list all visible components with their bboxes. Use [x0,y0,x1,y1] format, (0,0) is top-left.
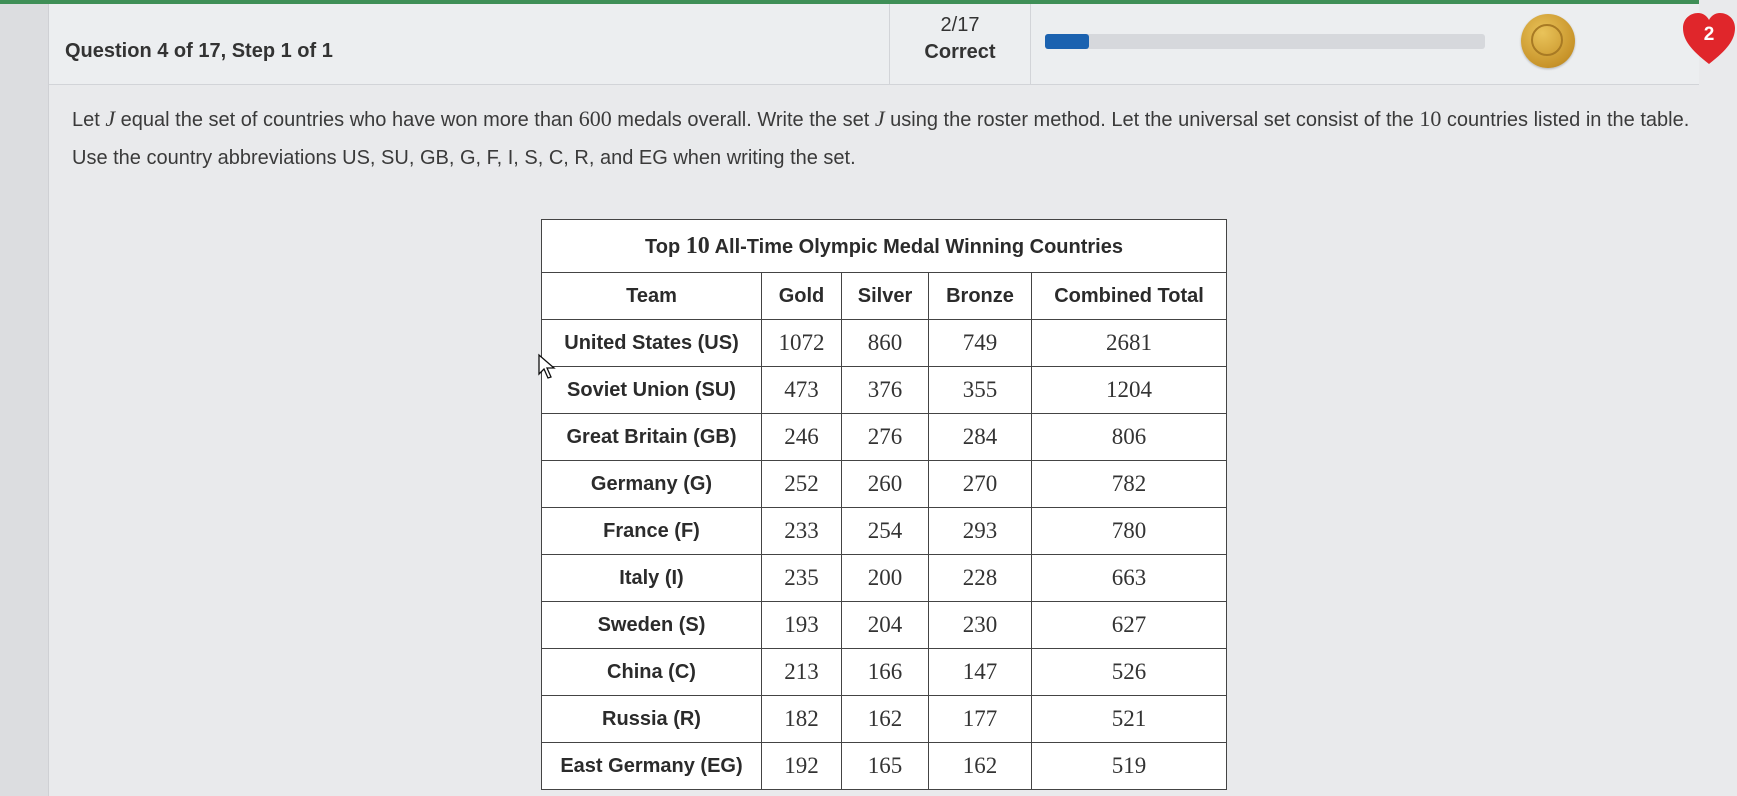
coin-emblem [1531,24,1563,56]
prompt-text-3: medals overall. Write the set [611,109,875,131]
table-row [542,743,1227,790]
cell-bronze: 284 [929,414,1032,461]
cell-total: 663 [1032,555,1227,602]
cell-total: 2681 [1032,320,1227,367]
cell-bronze: 147 [929,649,1032,696]
cell-total: 519 [1032,743,1227,790]
cell-silver: 860 [842,320,929,367]
table-row [542,414,1227,461]
prompt-text-1: Let [72,109,106,131]
cell-bronze: 228 [929,555,1032,602]
cell-team: Italy (I) [542,555,762,602]
mouse-pointer-icon [538,354,556,380]
cell-gold: 182 [762,696,842,743]
cell-silver: 276 [842,414,929,461]
header-bronze: Bronze [929,273,1032,320]
medal-table [541,219,1227,790]
cell-team: Germany (G) [542,461,762,508]
cell-gold: 213 [762,649,842,696]
table-title-pre: Top [645,235,686,258]
cell-total: 627 [1032,602,1227,649]
cell-silver: 166 [842,649,929,696]
header-combined-total: Combined Total [1032,273,1227,320]
mouse-pointer-shape [538,354,556,380]
progress-bar [1045,34,1485,49]
table-row [542,696,1227,743]
header-silver: Silver [842,273,929,320]
table-row [542,555,1227,602]
cell-team: Great Britain (GB) [542,414,762,461]
cell-bronze: 177 [929,696,1032,743]
cell-bronze: 270 [929,461,1032,508]
score-status: Correct [924,41,996,63]
cell-total: 780 [1032,508,1227,555]
prompt-text-4: using the roster method. Let the universal set consist of the [884,109,1420,131]
table-row [542,461,1227,508]
cell-team: Soviet Union (SU) [542,367,762,414]
cell-gold: 473 [762,367,842,414]
score-fraction: 2/17 [940,14,980,36]
cell-silver: 376 [842,367,929,414]
prompt-text-5: countries listed in the table. Use the country abbreviations US, SU, GB, G, F, I, S, C, R, and EG when writing the set. [72,109,1690,169]
cell-bronze: 749 [929,320,1032,367]
cell-team: United States (US) [542,320,762,367]
cell-bronze: 293 [929,508,1032,555]
table-title [542,220,1227,273]
cell-total: 526 [1032,649,1227,696]
cell-silver: 200 [842,555,929,602]
cell-silver: 260 [842,461,929,508]
cell-bronze: 162 [929,743,1032,790]
cell-total: 806 [1032,414,1227,461]
left-panel-edge [0,4,49,796]
cell-total: 782 [1032,461,1227,508]
cell-team: Sweden (S) [542,602,762,649]
header-gold: Gold [762,273,842,320]
cell-silver: 162 [842,696,929,743]
heart-icon[interactable] [1681,10,1737,68]
cell-team: China (C) [542,649,762,696]
cell-team: France (F) [542,508,762,555]
cell-bronze: 355 [929,367,1032,414]
table-title-number: 10 [685,232,710,259]
score-box [889,4,1031,84]
table-row [542,320,1227,367]
table-title-post: All-Time Olympic Medal Winning Countries [709,235,1123,258]
question-header [49,4,1715,85]
cell-total: 521 [1032,696,1227,743]
question-label: Question 4 of 17, Step 1 of 1 [65,40,333,62]
lives-count: 2 [1703,24,1715,45]
cell-gold: 1072 [762,320,842,367]
table-body [542,320,1227,790]
cell-bronze: 230 [929,602,1032,649]
prompt-text-2: equal the set of countries who have won more than [115,109,579,131]
table-row [542,649,1227,696]
cell-silver: 204 [842,602,929,649]
header-team: Team [542,273,762,320]
country-count: 10 [1419,106,1442,131]
cell-silver: 254 [842,508,929,555]
cell-gold: 235 [762,555,842,602]
cell-total: 1204 [1032,367,1227,414]
question-prompt [72,100,1692,177]
cell-gold: 246 [762,414,842,461]
medal-threshold: 600 [578,106,612,131]
cell-gold: 233 [762,508,842,555]
cell-team: Russia (R) [542,696,762,743]
set-variable: J [874,106,885,131]
progress-fill [1045,34,1089,49]
coin-icon[interactable] [1521,14,1575,68]
table-row [542,508,1227,555]
table-row [542,367,1227,414]
cell-team: East Germany (EG) [542,743,762,790]
table-row [542,602,1227,649]
table-header-row [542,273,1227,320]
cell-gold: 193 [762,602,842,649]
cell-gold: 192 [762,743,842,790]
cell-silver: 165 [842,743,929,790]
cell-gold: 252 [762,461,842,508]
set-variable: J [105,106,116,131]
